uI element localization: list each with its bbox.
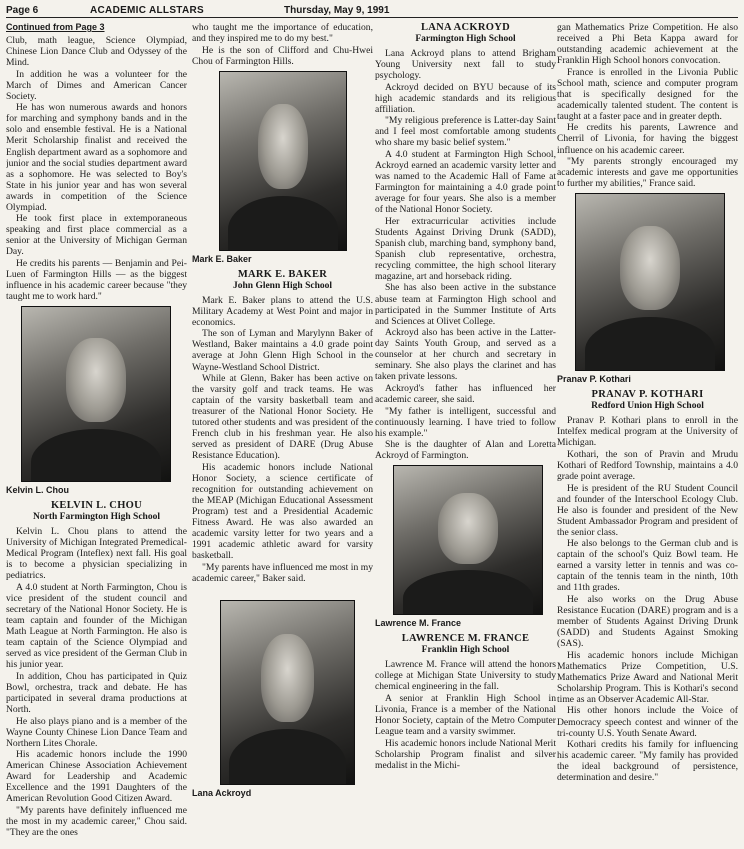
photo-caption: Lawrence M. France	[375, 618, 462, 629]
paragraph: "My parents have definitely influenced me the most in my academic career," Chou said. "They are the ones	[6, 804, 187, 838]
student-name: LAWRENCE M. FRANCE	[401, 633, 530, 645]
paragraph: "My religious preference is Latter-day Saint and I feel most comfortable among students who share my basic belief system."	[375, 115, 556, 149]
paragraph: In addition he was a volunteer for the March of Dimes and American Cancer Society.	[6, 68, 187, 102]
paragraph: His academic honors include the 1990 American Chinese Association Achievement Award for Leadership and Academic Excellence and the 1991 Daughters of the American Revolution Good Citizen Award.	[6, 749, 187, 805]
photo-caption: Kelvin L. Chou	[6, 485, 69, 496]
student-name: PRANAV P. KOTHARI	[591, 389, 704, 401]
photo-mark-baker	[219, 71, 347, 251]
student-school: John Glenn High School	[233, 280, 332, 291]
paragraph: The son of Lyman and Marylynn Baker of Westland, Baker maintains a 4.0 grade point average at John Glenn High School in the Wayne-Westland School District.	[192, 328, 373, 373]
paragraph: "My parents strongly encouraged my academic interests and gave me opportunities to further my abilities," France said.	[557, 156, 738, 190]
paragraph: He credits his parents, Lawrence and Cherril of Livonia, for having the biggest influence on his academic career.	[557, 122, 738, 156]
paragraph: Lana Ackroyd plans to attend Brigham Young University next fall to study psychology.	[375, 48, 556, 82]
student-school: North Farmington High School	[33, 512, 160, 523]
paragraph: He is the son of Clifford and Chu-Hwei Chou of Farmington Hills.	[192, 44, 373, 67]
paragraph: He also plays piano and is a member of the Wayne County Chinese Lion Dance Team and Northern Lites Chorale.	[6, 715, 187, 749]
paragraph: "My father is intelligent, successful and continuously learning. I have tried to follow his example."	[375, 405, 556, 439]
paragraph: Lawrence M. France will attend the honors college at Michigan State University to study chemical engineering in the fall.	[375, 659, 556, 693]
student-name: KELVIN L. CHOU	[50, 500, 143, 512]
paragraph: A 4.0 student at Farmington High School, Ackroyd earned an academic varsity letter and was named to the Academic Hall of Fame at Farmington for maintaining a 4.0 grade point average for four years. She also is a member of the National Honor Society.	[375, 148, 556, 216]
paragraph: "My parents have influenced me most in my academic career," Baker said.	[192, 561, 373, 584]
paragraph: While at Glenn, Baker has been active on the varsity golf and track teams. He was captain of the varsity basketball team and treasurer of the National Honor Society. He tutored other students and was president of the French club in his freshman year. He also served as president of DARE (Drug Abuse Resistance Education).	[192, 373, 373, 462]
paragraph: He credits his parents — Benjamin and Pei-Luen of Farmington Hills — as the biggest influence in his academic career because "they taught me to work hard."	[6, 257, 187, 303]
photo-caption: Mark E. Baker	[192, 253, 252, 264]
paragraph: Ackroyd decided on BYU because of its high academic standards and its religious affiliation.	[375, 81, 556, 115]
page-number: Page 6	[6, 5, 39, 16]
section-title: ACADEMIC ALLSTARS	[90, 5, 204, 16]
photo-lawrence-france	[393, 465, 543, 615]
paragraph: A senior at Franklin High School in Livonia, France is a member of the National Honor Society, captain of the Metro Computer League team and a varsity swimmer.	[375, 692, 556, 738]
paragraph: Her extracurricular activities include Students Against Driving Drunk (SADD), Spanish club, marching band, symphony band, Spanish club representative, orchestra, recycling committee, the high school literary magazine, art and horseback riding.	[375, 215, 556, 282]
student-school: Franklin High School	[421, 645, 510, 656]
paragraph: She is the daughter of Alan and Loretta Ackroyd of Farmington.	[375, 439, 556, 462]
paragraph: He took first place in extemporaneous speaking and first place commercial as a senior at the University of Michigan German Day.	[6, 213, 187, 258]
paragraph: who taught me the importance of education, and they inspired me to do my best."	[192, 22, 373, 45]
paragraph: She has also been active in the substance abuse team at Farmington High school and participated in the Summer Institute of Arts and Sciences at Olivet College.	[375, 282, 556, 327]
paragraph: He also works on the Drug Abuse Resistance Eucation (DARE) program and is a member of Students Against Driving Drunk (SADD) and Students Against Smoking (SAS).	[557, 594, 738, 650]
paragraph: Mark E. Baker plans to attend the U.S. Military Academy at West Point and major in economics.	[192, 294, 373, 328]
photo-kelvin-chou	[21, 306, 171, 482]
paragraph: His academic honors include National Merit Scholarship Program finalist and silver medalist in the Michi-	[375, 737, 556, 771]
column-3	[375, 22, 556, 844]
continued-note: Continued from Page 3	[6, 22, 105, 32]
paragraph: He is president of the RU Student Council and founder of the Interschool Ecology Club. He also is founder and president of the New Student Ambassador Program and president of the senior class.	[557, 482, 738, 538]
photo-caption: Lana Ackroyd	[192, 787, 252, 798]
masthead	[6, 4, 738, 18]
paragraph: Club, math league, Science Olympiad, Chinese Lion Dance Club and Odyssey of the Mind.	[6, 35, 187, 69]
student-name: MARK E. BAKER	[237, 268, 328, 280]
paragraph: His other honors include the Voice of Democracy speech contest and winner of the tri-county U.S. Youth Senate Award.	[557, 705, 738, 739]
paragraph: Kelvin L. Chou plans to attend the University of Michigan Integrated Premedical-Medical Program (Inteflex) next fall. His goal is to become a physician specializing in pediatrics.	[6, 526, 187, 582]
paragraph: His academic honors include Michigan Mathematics Prize Competition, U.S. Mathematics Prize Award and National Merit Scholarship Program. This is Kothari's second time as an Observer Academic All-Star.	[557, 649, 738, 705]
paragraph: A 4.0 student at North Farmington, Chou is vice president of the student council and secretary of the National Honor Society. He is team captain and founder of the Michigan Math League at North Farmington. He also is team captain of the Science Olympiad and served as vice president of the German Club in his junior year.	[6, 581, 187, 671]
paragraph: France is enrolled in the Livonia Public School math, science and computer program that is specifically designed for the academically talented student. The content is taught at a faster pace and in greater depth.	[557, 66, 738, 122]
paragraph: Pranav P. Kothari plans to enroll in the Intelfex medical program at the University of Michigan.	[557, 415, 738, 449]
paragraph: He has won numerous awards and honors for marching and symphony bands and in the solo and ensemble festival. He is a National Merit Scholarship finalist and received the English department award as a sophomore and junior and the social studies department award as a sophomore. He was selected to Boy's State in his junior year and has won several awards in competition of the Science Olympiad.	[6, 102, 187, 213]
student-name: LANA ACKROYD	[420, 22, 511, 33]
paragraph: In addition, Chou has participated in Quiz Bowl, orchestra, track and debate. He has participated in several drama productions at North.	[6, 670, 187, 715]
photo-caption: Pranav P. Kothari	[557, 374, 631, 385]
paragraph: gan Mathematics Prize Competition. He also received a Phi Beta Kappa award for outstanding academic achievement at the Franklin High School honors convocation.	[557, 22, 738, 67]
paragraph: His academic honors include National Honor Society, a science certificate of recognition for outstanding achievement on the MEAP (Michigan Educational Assessment Program) test and a Presidential Academic Fitness Award. He was also awarded an academic varsity letter for two years and a 1991 academic athletic award for varsity basketball.	[192, 461, 373, 562]
paragraph: Ackroyd's father has influenced her academic career, she said.	[375, 382, 556, 405]
column-1	[6, 22, 187, 844]
photo-lana-ackroyd	[220, 600, 355, 785]
paragraph: Kothari credits his family for influencing his academic career. "My family has provided the ideal background of persistence, determination and desire."	[557, 739, 738, 784]
column-2	[192, 22, 373, 844]
paragraph: Kothari, the son of Pravin and Mrudu Kothari of Redford Township, maintains a 4.0 grade point average.	[557, 448, 738, 482]
paragraph: He also belongs to the German club and is captain of the school's Quiz Bowl team. He earned a varsity letter in tennis and was co-captain of the tennis team in the ninth, 10th and 11th grades.	[557, 538, 738, 594]
photo-pranav-kothari	[575, 193, 725, 371]
student-school: Redford Union High School	[591, 401, 704, 412]
issue-date: Thursday, May 9, 1991	[284, 5, 390, 16]
column-4	[557, 22, 738, 844]
student-school: Farmington High School	[415, 34, 516, 44]
paragraph: Ackroyd also has been active in the Latter-day Saints Youth Group, and served as a counselor at her church and secretary in seminary. She also plays the clarinet and has taken private lessons.	[375, 327, 556, 383]
